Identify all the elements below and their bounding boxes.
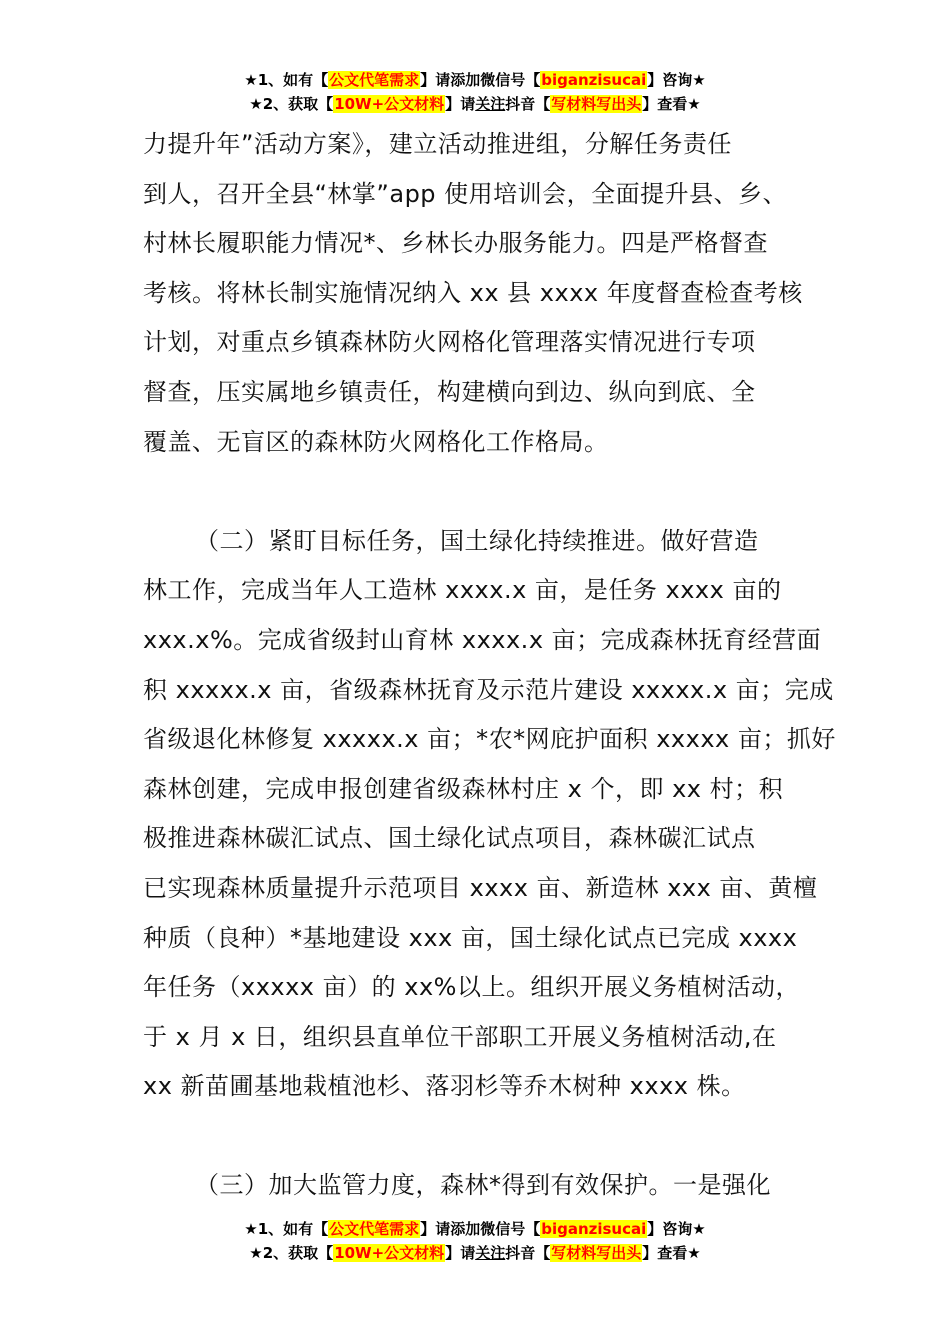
text-line: 林工作，完成当年人工造林 xxxx.x 亩，是任务 xxxx 亩的 — [143, 576, 782, 605]
promo-line-2-prefix: ★2、获取【 — [249, 1244, 334, 1262]
text-line: 森林创建，完成申报创建省级森林村庄 x 个，即 xx 村；积 — [143, 774, 784, 803]
promo-line-2-prefix: ★2、获取【 — [249, 95, 334, 113]
text-line: 积 xxxxx.x 亩，省级森林抚育及示范片建设 xxxxx.x 亩；完成 — [143, 675, 834, 704]
promo-highlight-materials: 10W+公文材料 — [334, 95, 445, 113]
text-line: 到人，召开全县“林掌”app 使用培训会，全面提升县、乡、 — [143, 179, 788, 208]
promo-highlight-materials: 10W+公文材料 — [334, 1244, 445, 1262]
promo-highlight-douyin: 写材料写出头 — [551, 1244, 642, 1262]
promo-line-2 — [0, 93, 950, 117]
promo-line-1-mid: 】请添加微信号【 — [420, 1220, 541, 1238]
promo-line-2-suffix: 】查看★ — [642, 1244, 701, 1262]
promo-line-2-mid-post: 抖音【 — [505, 1244, 551, 1262]
text-line: （二）紧盯目标任务，国土绿化持续推进。做好营造 — [195, 526, 759, 555]
promo-line-2 — [0, 1242, 950, 1266]
promo-line-1-suffix: 】咨询★ — [647, 1220, 706, 1238]
promo-line-1-suffix: 】咨询★ — [647, 71, 706, 89]
promo-highlight-douyin: 写材料写出头 — [551, 95, 642, 113]
text-line: 计划，对重点乡镇森林防火网格化管理落实情况进行专项 — [143, 328, 756, 357]
promo-line-1-prefix: ★1、如有【 — [244, 71, 329, 89]
promo-line-1-prefix: ★1、如有【 — [244, 1220, 329, 1238]
document-body — [143, 120, 836, 1211]
promo-line-2-mid-post: 抖音【 — [505, 95, 551, 113]
paragraph-2 — [143, 517, 836, 1112]
text-line: 省级退化林修复 xxxxx.x 亩；*农*网庇护面积 xxxxx 亩；抓好 — [143, 725, 836, 754]
text-line: 极推进森林碳汇试点、国土绿化试点项目，森林碳汇试点 — [143, 824, 756, 853]
text-line: （三）加大监管力度，森林*得到有效保护。一是强化 — [195, 1171, 771, 1200]
promo-line-1-mid: 】请添加微信号【 — [420, 71, 541, 89]
promo-line-2-mid-pre: 】请 — [445, 95, 476, 113]
text-line: 村林长履职能力情况*、乡林长办服务能力。四是严格督查 — [143, 229, 768, 258]
promo-highlight-ghostwriting: 公文代笔需求 — [329, 71, 420, 89]
paragraph-spacer — [143, 467, 813, 517]
text-line: 考核。将林长制实施情况纳入 xx 县 xxxx 年度督查检查考核 — [143, 278, 803, 307]
promo-line-2-suffix: 】查看★ — [642, 95, 701, 113]
footer-promo-banner — [0, 1218, 950, 1266]
promo-line-2-follow: 关注 — [475, 95, 506, 113]
promo-line-2-mid-pre: 】请 — [445, 1244, 476, 1262]
promo-highlight-wechat-id: biganzisucai — [541, 71, 647, 89]
promo-line-2-follow: 关注 — [475, 1244, 506, 1262]
paragraph-1 — [143, 120, 813, 467]
promo-line-1 — [0, 69, 950, 93]
paragraph-3 — [143, 1161, 813, 1211]
promo-highlight-ghostwriting: 公文代笔需求 — [329, 1220, 420, 1238]
promo-line-1 — [0, 1218, 950, 1242]
promo-highlight-wechat-id: biganzisucai — [541, 1220, 647, 1238]
paragraph-spacer — [143, 1112, 813, 1162]
header-promo-banner — [0, 69, 950, 117]
text-line: 力提升年”活动方案》，建立活动推进组，分解任务责任 — [143, 130, 732, 158]
text-line: 年任务（xxxxx 亩）的 xx%以上。组织开展义务植树活动， — [143, 973, 800, 1002]
text-line: 覆盖、无盲区的森林防火网格化工作格局。 — [143, 427, 609, 456]
text-line: 于 x 月 x 日，组织县直单位干部职工开展义务植树活动,在 — [143, 1022, 777, 1051]
text-line: 种质（良种）*基地建设 xxx 亩，国土绿化试点已完成 xxxx — [143, 923, 798, 952]
text-line: 已实现森林质量提升示范项目 xxxx 亩、新造林 xxx 亩、黄檀 — [143, 873, 818, 902]
text-line: xxx.x%。完成省级封山育林 xxxx.x 亩；完成森林抚育经营面 — [143, 625, 822, 654]
text-line: xx 新苗圃基地栽植池杉、落羽杉等乔木树种 xxxx 株。 — [143, 1072, 746, 1101]
text-line: 督查，压实属地乡镇责任，构建横向到边、纵向到底、全 — [143, 377, 756, 406]
